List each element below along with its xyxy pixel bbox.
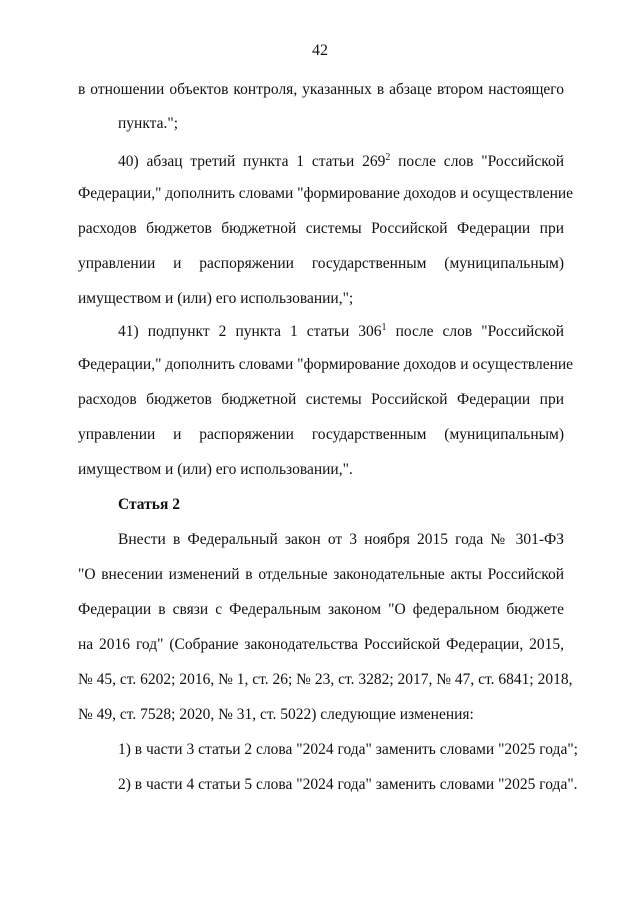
text-line: расходов бюджетов бюджетной системы Российской Федерации при bbox=[78, 391, 564, 408]
text-line-with-superscript bbox=[118, 153, 564, 171]
text-line: Внести в Федеральный закон от 3 ноября 2015 года № 301-ФЗ bbox=[118, 531, 564, 548]
text-line: 1) в части 3 статьи 2 слова "2024 года" заменить словами "2025 года"; bbox=[118, 741, 578, 758]
article-heading: Статья 2 bbox=[118, 496, 180, 513]
text-line: имуществом и (или) его использовании,"; bbox=[78, 290, 354, 307]
text-line: расходов бюджетов бюджетной системы Российской Федерации при bbox=[78, 220, 564, 237]
text-fragment: после слов "Российской bbox=[386, 323, 564, 340]
text-line: № 45, ст. 6202; 2016, № 1, ст. 26; № 23, ст. 3282; 2017, № 47, ст. 6841; 2018, bbox=[78, 671, 573, 688]
text-line: имуществом и (или) его использовании,". bbox=[78, 461, 353, 478]
text-line: Федерации," дополнить словами "формирование доходов и осуществление bbox=[78, 185, 574, 202]
text-line: "О внесении изменений в отдельные законодательные акты Российской bbox=[78, 566, 564, 583]
text-line: Федерации," дополнить словами "формирование доходов и осуществление bbox=[78, 356, 574, 373]
superscript: 2 bbox=[385, 152, 391, 163]
text-line: управлении и распоряжении государственным (муниципальным) bbox=[78, 255, 564, 272]
page-number: 42 bbox=[312, 42, 328, 59]
text-fragment: после слов "Российской bbox=[390, 153, 564, 170]
text-fragment: 41) подпункт 2 пункта 1 статьи 306 bbox=[118, 323, 382, 340]
text-fragment: 40) абзац третий пункта 1 статьи 269 bbox=[118, 153, 386, 170]
text-line: № 49, ст. 7528; 2020, № 31, ст. 5022) следующие изменения: bbox=[78, 706, 474, 723]
text-line: в отношении объектов контроля, указанных в абзаце втором настоящего bbox=[78, 81, 564, 98]
text-line: 2) в части 4 статьи 5 слова "2024 года" заменить словами "2025 года". bbox=[118, 776, 578, 793]
text-line: Федерации в связи с Федеральным законом "О федеральном бюджете bbox=[78, 601, 564, 618]
text-line: на 2016 год" (Собрание законодательства Российской Федерации, 2015, bbox=[78, 636, 564, 653]
superscript: 1 bbox=[381, 322, 387, 333]
text-line-with-superscript bbox=[118, 323, 564, 341]
text-line: пункта."; bbox=[118, 115, 179, 132]
text-line: управлении и распоряжении государственным (муниципальным) bbox=[78, 426, 564, 443]
